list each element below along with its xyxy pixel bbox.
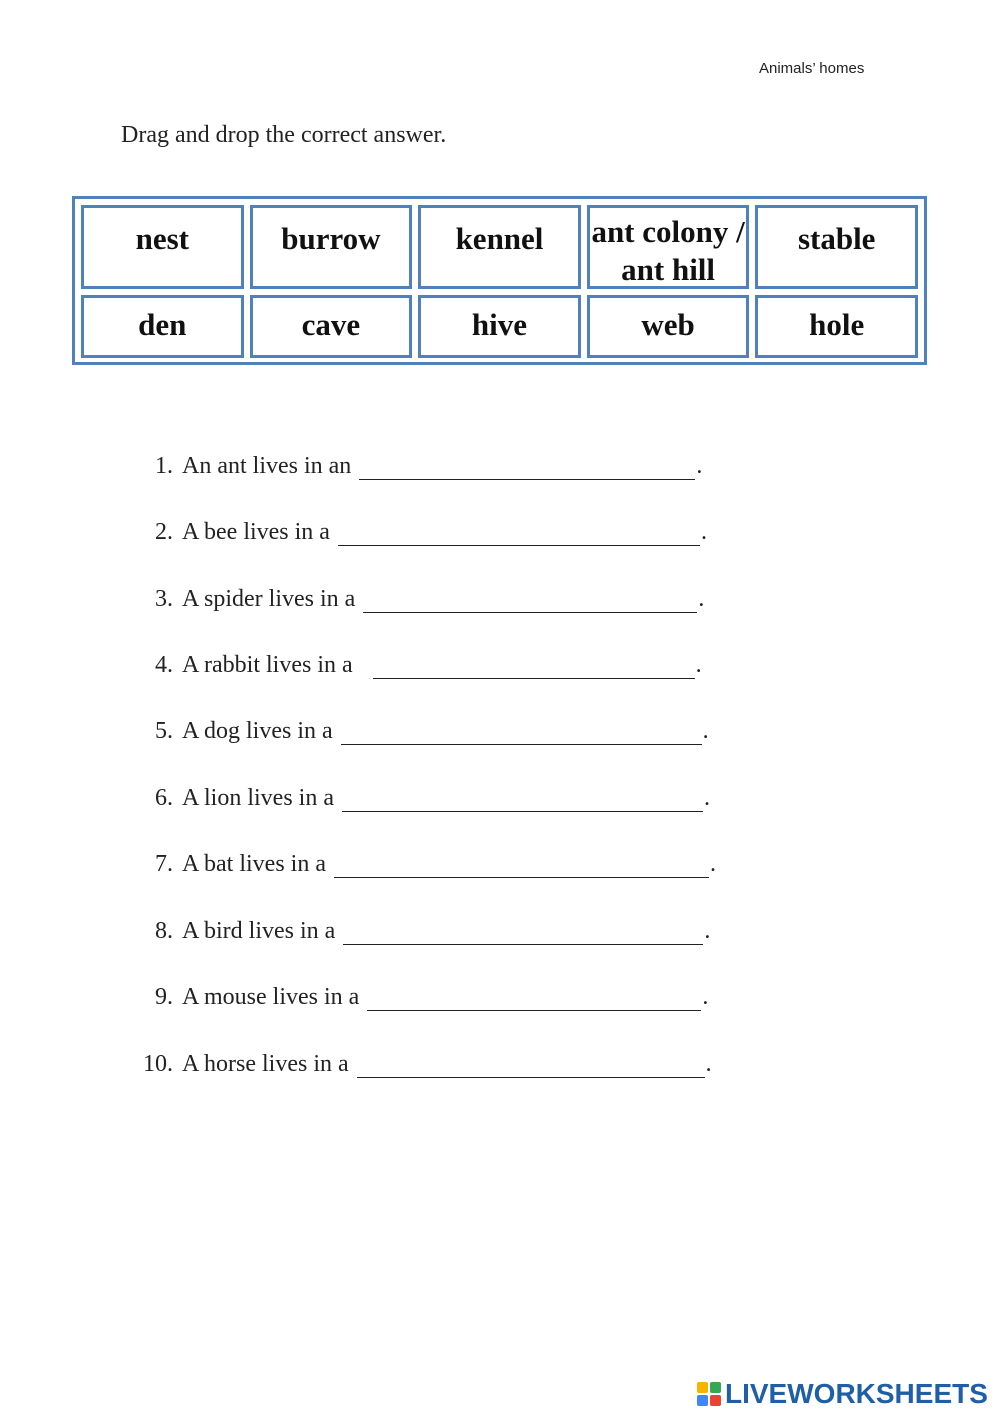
answer-blank-3[interactable] <box>363 586 697 613</box>
logo-squares-icon <box>697 1382 721 1406</box>
question-text: A lion lives in a <box>182 785 334 811</box>
word-tile-hole[interactable]: hole <box>755 295 918 358</box>
question-number: 1. <box>155 453 173 479</box>
question-number: 3. <box>155 586 173 612</box>
question-text: A rabbit lives in a <box>182 652 353 678</box>
word-tile-burrow[interactable]: burrow <box>250 205 413 289</box>
question-1: 1. An ant lives in an . <box>137 446 702 480</box>
word-bank-table <box>72 196 927 365</box>
question-number: 8. <box>155 918 173 944</box>
answer-blank-7[interactable] <box>334 851 709 878</box>
word-tile-cave[interactable]: cave <box>250 295 413 358</box>
word-tile-nest[interactable]: nest <box>81 205 244 289</box>
question-9: 9. A mouse lives in a . <box>137 977 708 1011</box>
liveworksheets-logo <box>697 1378 988 1410</box>
question-text: A horse lives in a <box>182 1051 349 1077</box>
question-text: A bird lives in a <box>182 918 336 944</box>
question-8: 8. A bird lives in a . <box>137 911 710 945</box>
question-7: 7. A bat lives in a . <box>137 844 716 878</box>
question-text: A dog lives in a <box>182 718 333 744</box>
answer-blank-1[interactable] <box>359 453 695 480</box>
question-5: 5. A dog lives in a . <box>137 711 709 745</box>
question-number: 9. <box>155 984 173 1010</box>
question-number: 4. <box>155 652 173 678</box>
answer-blank-10[interactable] <box>357 1051 705 1078</box>
question-text: A bee lives in a <box>182 519 330 545</box>
question-text: An ant lives in an <box>182 453 352 479</box>
question-text: A spider lives in a <box>182 586 356 612</box>
question-number: 5. <box>155 718 173 744</box>
question-6: 6. A lion lives in a . <box>137 778 710 812</box>
answer-blank-6[interactable] <box>342 785 703 812</box>
word-tile-kennel[interactable]: kennel <box>418 205 581 289</box>
word-tile-ant-colony[interactable]: ant colony / ant hill <box>587 205 750 289</box>
answer-blank-2[interactable] <box>338 519 700 546</box>
question-text: A mouse lives in a <box>182 984 360 1010</box>
word-tile-den[interactable]: den <box>81 295 244 358</box>
question-number: 10. <box>143 1051 173 1077</box>
instruction-text: Drag and drop the correct answer. <box>121 122 447 148</box>
answer-blank-4[interactable] <box>373 652 695 679</box>
question-text: A bat lives in a <box>182 851 326 877</box>
answer-blank-9[interactable] <box>367 984 701 1011</box>
answer-blank-5[interactable] <box>341 718 702 745</box>
word-tile-hive[interactable]: hive <box>418 295 581 358</box>
question-number: 6. <box>155 785 173 811</box>
logo-text: LIVEWORKSHEETS <box>725 1378 988 1409</box>
word-tile-web[interactable]: web <box>587 295 750 358</box>
question-10: 10. A horse lives in a . <box>137 1044 712 1078</box>
question-number: 7. <box>155 851 173 877</box>
question-3: 3. A spider lives in a . <box>137 579 704 613</box>
question-number: 2. <box>155 519 173 545</box>
word-tile-stable[interactable]: stable <box>755 205 918 289</box>
answer-blank-8[interactable] <box>343 918 703 945</box>
question-4: 4. A rabbit lives in a . <box>137 645 702 679</box>
question-2: 2. A bee lives in a . <box>137 512 707 546</box>
header-title: Animals’ homes <box>759 60 865 77</box>
